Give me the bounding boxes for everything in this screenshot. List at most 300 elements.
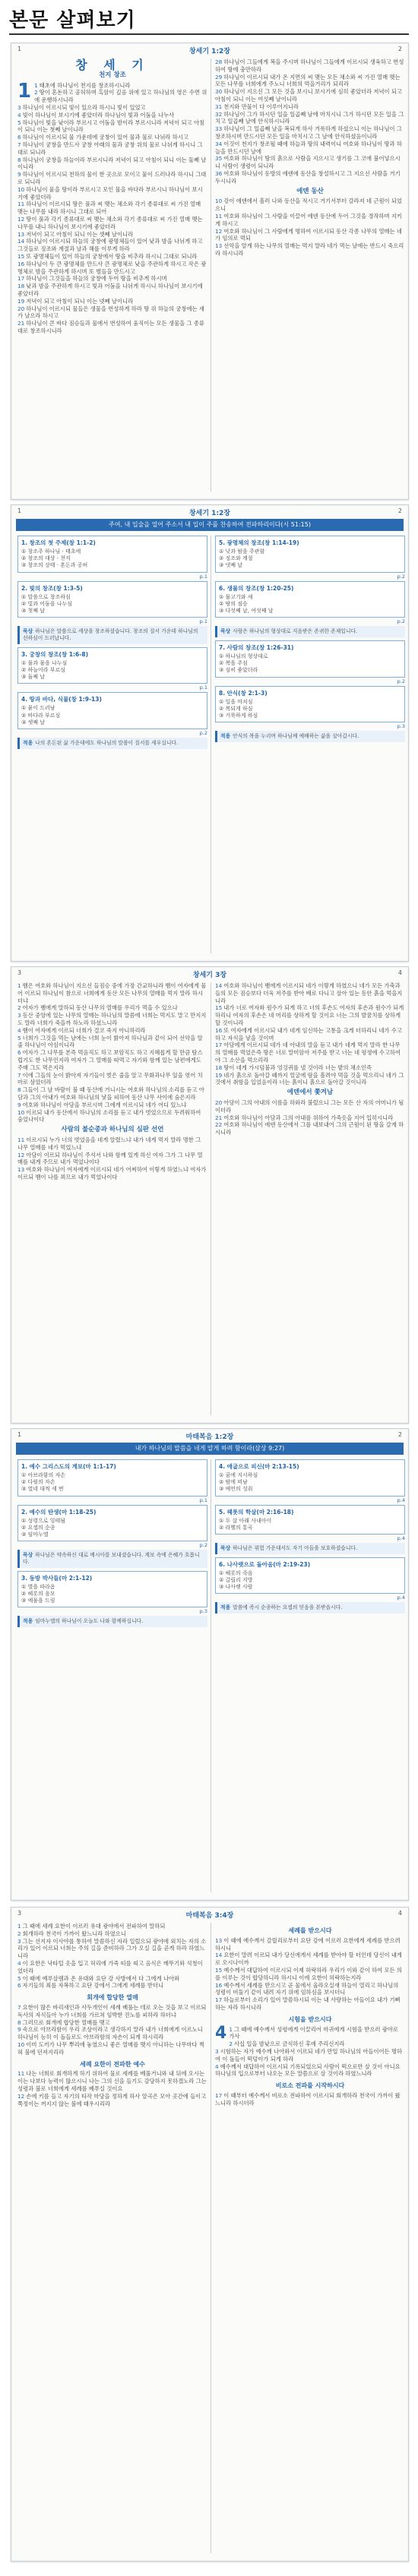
outline-line: ② 밤에 떠남 <box>219 1479 248 1486</box>
verse-text: 하나님이 그 일곱째 날을 복되게 하사 거룩하게 하셨으니 이는 하나님이 그 창조하시며 만드시던 모든 일을 마치시고 그 날에 안식하셨음이니라 <box>215 125 402 140</box>
verse-number: 9 <box>17 171 21 179</box>
verse <box>215 74 405 89</box>
verse-number: 2 <box>229 2040 233 2048</box>
verse-text: 이 요한은 낙타털 옷을 입고 허리에 가죽 띠를 띠고 음식은 메뚜기와 석청이었더라 <box>17 1959 203 1974</box>
verse-text: 그들이 그 날 바람이 불 때 동산에 거니시는 여호와 하나님의 소리를 듣고 아담과 그의 아내가 여호와 하나님의 낯을 피하여 동산 나무 사이에 숨은지라 <box>17 1086 204 1101</box>
verse-number: 6 <box>17 1049 21 1057</box>
note-text: 나의 혼돈된 삶 가운데에도 하나님의 말씀이 질서를 세우십니다. <box>35 740 179 747</box>
verse <box>215 1967 405 1982</box>
verse-number: 15 <box>215 1966 223 1974</box>
spread-header <box>13 1909 407 1920</box>
verse-number: 4 <box>17 1959 21 1967</box>
verse <box>17 216 207 231</box>
verse-text: 이르되 내가 동산에서 하나님의 소리를 듣고 내가 벗었으므로 두려워하여 숨었나이다 <box>17 1108 201 1124</box>
verse <box>17 119 207 134</box>
note-label: 묵상 <box>23 1552 33 1559</box>
verse-text: 땅이 네게 가시덤불과 엉겅퀴를 낼 것이라 너는 밭의 채소인즉 <box>223 1064 372 1071</box>
outline-box <box>215 640 405 678</box>
verse-number: 4 <box>17 1026 21 1034</box>
verse-text: 하나님이 이르시되 내가 온 지면의 씨 맺는 모든 채소와 씨 가진 열매 맺는 모든 나무를 너희에게 주노니 너희의 먹을거리가 되리라 <box>215 73 401 88</box>
verse-number: 5 <box>17 119 21 126</box>
verse-text: 요한이 많은 바리새인과 사두개인이 세례 베풀는 데로 오는 것을 보고 이르되 독사의 자식들아 누가 너희를 가르쳐 임박한 진노를 피하라 하더냐 <box>17 2003 207 2018</box>
note-label: 적용 <box>23 740 33 747</box>
note-label: 적용 <box>23 1618 33 1625</box>
outline-line: ③ 나사렛 사람 <box>219 1584 253 1591</box>
note-box <box>215 626 405 637</box>
verse <box>215 1937 405 1952</box>
note-box <box>17 626 207 644</box>
verse-text: 하나님이 그가 하시던 일을 일곱째 날에 마치시니 그가 하시던 모든 일을 그치고 일곱째 날에 안식하시니라 <box>215 110 404 125</box>
verse <box>215 2063 405 2078</box>
verse-text: 여자가 그 나무를 본즉 먹음직도 하고 보암직도 하고 지혜롭게 할 만큼 탐스럽기도 한 나무인지라 여자가 그 열매를 따먹고 자기와 함께 있는 남편에게도 주매 그도 먹은지라 <box>17 1049 203 1071</box>
note-box <box>215 731 405 742</box>
page-reference: p.1 <box>199 573 207 580</box>
outline-line: ③ 거룩하게 하심 <box>219 713 258 719</box>
verse-text: 이것이 천지가 창조될 때에 하늘과 땅의 내력이니 여호와 하나님이 땅과 하늘을 만드시던 날에 <box>215 140 402 155</box>
verse-banner: 주여, 내 입술을 열어 주소서 내 입이 주를 찬송하여 전파하리이다(시 51:15) <box>16 519 404 531</box>
left-column <box>17 1923 207 2555</box>
page-number-right: 4 <box>397 1910 402 1917</box>
verse-number: 33 <box>215 125 223 133</box>
outline-line: ① 하나님의 형상대로 <box>219 653 268 660</box>
verse-text: 하나님이 이르시되 천하의 물이 한 곳으로 모이고 뭍이 드러나라 하시니 그대로 되니라 <box>17 171 207 185</box>
verse <box>215 242 405 258</box>
note-label: 묵상 <box>220 1545 231 1552</box>
verse <box>17 238 207 253</box>
outline-box <box>17 581 207 618</box>
verse-banner: 내가 하나님의 말씀을 네게 알게 하려 함이라(삼상 9:27) <box>16 1443 404 1455</box>
running-header: 마태복음 3:4장 <box>185 1912 234 1920</box>
verse-list <box>215 982 405 1086</box>
verse <box>215 1004 405 1026</box>
spread-matthew-outline <box>11 1428 409 1901</box>
outline-line: ③ 임마누엘 <box>21 1531 49 1538</box>
outline-box <box>215 686 405 723</box>
verse-number: 11 <box>215 212 223 220</box>
page-number-left: 3 <box>17 1910 22 1917</box>
note-label: 묵상 <box>23 628 33 635</box>
verse-number: 12 <box>17 215 25 223</box>
verse-number: 8 <box>17 156 21 163</box>
section-heading: 시험을 받으시다 <box>288 2015 332 2023</box>
verse-number: 28 <box>215 58 223 65</box>
spread-matthew-text <box>11 1907 409 2562</box>
verse <box>215 125 405 141</box>
outline-line: ① 물고기와 새 <box>219 593 253 600</box>
verse <box>215 170 405 185</box>
verse-number: 1 <box>17 1923 21 1930</box>
verse-text: 여호와 하나님이 동방의 에덴에 동산을 창설하시고 그 지으신 사람을 거기 두시니라 <box>215 169 401 185</box>
outline-box <box>17 1571 207 1608</box>
verse-number: 3 <box>17 103 21 111</box>
verse <box>17 186 207 201</box>
verse-number: 4 <box>17 111 21 119</box>
verse-number: 1 <box>229 2025 233 2033</box>
verse <box>17 231 207 239</box>
verse-text: 땅이 혼돈하고 공허하며 흑암이 깊음 위에 있고 하나님의 영은 수면 위에 운행하시니라 <box>34 89 207 104</box>
verse <box>215 2023 405 2043</box>
verse <box>17 1035 207 1050</box>
verse-text: 여호와 하나님이 아담을 부르시며 그에게 이르시되 네가 어디 있느냐 <box>22 1101 187 1108</box>
verse-number: 17 <box>17 275 25 283</box>
verse <box>17 1086 207 1102</box>
spread-genesis3-text <box>11 966 409 1424</box>
verse <box>17 1152 207 1167</box>
outline-line: ② 헤롯의 음모 <box>21 1591 55 1598</box>
verse <box>215 1121 405 1136</box>
page-reference: p.2 <box>397 573 405 580</box>
verse <box>17 2093 207 2108</box>
verse-number: 15 <box>215 1004 223 1012</box>
outline-line: ② 징조와 계절 <box>219 555 253 562</box>
verse <box>17 298 207 305</box>
verse <box>215 1982 405 1997</box>
outline-box <box>215 536 405 573</box>
verse-number: 16 <box>215 1026 223 1034</box>
verse-text: 그 때에 세례 요한이 이르러 유대 광야에서 전파하여 말하되 <box>22 1923 166 1930</box>
verse-number: 15 <box>17 252 25 260</box>
verse <box>215 1041 405 1064</box>
verse-list <box>17 79 207 335</box>
verse <box>17 320 207 335</box>
right-column <box>215 982 405 1417</box>
verse <box>17 2026 207 2041</box>
verse <box>215 1996 405 2012</box>
verse-number: 13 <box>215 242 223 250</box>
verse-number: 21 <box>17 320 25 327</box>
verse <box>17 982 207 1004</box>
verse-number: 22 <box>215 1121 223 1129</box>
note-box <box>215 1543 405 1554</box>
verse-text: 여호와 하나님이 땅의 흙으로 사람을 지으시고 생기를 그 코에 불어넣으시니 사람이 생령이 되니라 <box>215 155 401 170</box>
verse-number: 10 <box>17 185 25 193</box>
verse-text: 하나님이 궁창을 만드사 궁창 아래의 물과 궁창 위의 물로 나뉘게 하시니 그대로 되니라 <box>17 141 203 156</box>
verse-number: 17 <box>215 1041 223 1049</box>
outline-line: ③ 넷째 날 <box>219 562 243 569</box>
verse-text: 여호와 하나님이 여자에게 이르시되 네가 어찌하여 이렇게 하였느냐 여자가 이르되 뱀이 나를 꾀므로 내가 먹었나이다 <box>17 1166 207 1181</box>
verse-text: 회개하라 천국이 가까이 왔느니라 하였으니 <box>22 1930 126 1937</box>
verse-text: 너희가 그것을 먹는 날에는 너희 눈이 밝아져 하나님과 같이 되어 선악을 알 줄 하나님이 아심이니라 <box>17 1034 203 1049</box>
verse-number: 29 <box>215 73 223 81</box>
verse-list <box>215 198 405 257</box>
outline-line: ② 바다라 부르심 <box>21 712 61 719</box>
verse <box>215 58 405 74</box>
verse <box>215 2048 405 2063</box>
verse <box>215 2092 405 2107</box>
verse <box>215 213 405 228</box>
outline-line: ① 뭍이 드러남 <box>21 705 55 712</box>
verse-text: 하나님이 이르시되 하늘의 궁창에 광명체들이 있어 낮과 밤을 나뉘게 하고 그것들로 징조와 계절과 날과 해를 이루게 하라 <box>17 238 203 253</box>
verse-number: 21 <box>215 1114 223 1121</box>
verse-text: 아담이 이르되 하나님이 주셔서 나와 함께 있게 하신 여자 그가 그 나무 열매를 내게 주므로 내가 먹었나이다 <box>17 1151 203 1166</box>
note-text: 말씀에 즉시 순종하는 요셉의 믿음을 본받읍시다. <box>233 1604 343 1611</box>
verse <box>17 305 207 321</box>
verse <box>17 1102 207 1109</box>
verse <box>17 283 207 298</box>
verse-text: 이 때에 예루살렘과 온 유대와 요단 강 사방에서 다 그에게 나아와 <box>22 1974 180 1982</box>
verse-number: 1 <box>17 982 21 989</box>
verse <box>17 201 207 216</box>
verse-number: 7 <box>17 1071 21 1079</box>
verse-text: 예수께서 세례를 받으시고 곧 물에서 올라오실새 하늘이 열리고 하나님의 성령이 비둘기 같이 내려 자기 위에 임하심을 보시더니 <box>215 1981 399 1996</box>
outline-box <box>17 1459 207 1497</box>
verse-number: 10 <box>17 1108 25 1116</box>
note-box <box>17 738 207 749</box>
outline-line: ② 복을 주심 <box>219 660 248 667</box>
verse <box>215 1072 405 1087</box>
page-reference: p.3 <box>397 723 405 730</box>
verse-text: 손에 키를 들고 자기의 타작 마당을 정하게 하사 알곡은 모아 곳간에 들이고 쭉정이는 꺼지지 않는 불에 태우시리라 <box>17 2092 207 2107</box>
verse-number: 1 <box>34 81 38 89</box>
verse <box>17 261 207 276</box>
verse-number: 16 <box>215 1981 223 1989</box>
verse-number: 11 <box>17 201 25 208</box>
verse-number: 14 <box>215 982 223 989</box>
page-reference: p.1 <box>199 618 207 625</box>
verse-text: 하나님이 이르시되 물 가운데에 궁창이 있어 물과 물로 나뉘라 하시고 <box>22 134 188 141</box>
outline-line: ① 창조주 하나님 · 태초에 <box>21 548 81 555</box>
verse-number: 2 <box>17 1004 21 1012</box>
outline-box-title: 7. 사람의 창조(창 1:26-31) <box>219 644 294 652</box>
outline-line: ② 하늘이라 부르심 <box>21 667 66 674</box>
verse-number: 3 <box>17 1937 21 1945</box>
section-heading: 사람의 불순종과 하나님의 심판 선언 <box>61 1126 164 1134</box>
verse <box>17 1072 207 1087</box>
verse-number: 13 <box>215 1936 223 1944</box>
verse <box>17 89 207 104</box>
outline-line: ① 말씀으로 창조하심 <box>21 593 71 600</box>
outline-line: ③ 열네 대씩 세 번 <box>21 1486 64 1493</box>
verse-text: 또 광명체들이 있어 하늘의 궁창에서 땅을 비추라 하시니 그대로 되니라 <box>26 252 198 260</box>
verse-text: 하늘로부터 소리가 있어 말씀하시되 이는 내 사랑하는 아들이요 내가 기뻐하는 자라 하시니라 <box>215 1996 401 2011</box>
page-number-right: 2 <box>397 507 402 514</box>
verse <box>17 1136 207 1152</box>
outline-line: ① 헤롯의 죽음 <box>219 1569 253 1576</box>
verse-number: 17 <box>215 2091 223 2099</box>
outline-line: ① 물과 물을 나누심 <box>21 659 68 666</box>
outline-box-title: 4. 애굽으로 피신(마 2:13-15) <box>219 1463 299 1470</box>
verse-list <box>215 58 405 185</box>
section-heading: 천지 창조 <box>99 71 126 79</box>
page-reference: p.2 <box>397 618 405 625</box>
outline-box-title: 5. 헤롯의 학살(마 2:16-18) <box>219 1508 294 1516</box>
verse <box>17 112 207 119</box>
verse <box>17 1982 207 1990</box>
page-reference: p.1 <box>199 684 207 691</box>
verse <box>17 82 207 90</box>
verse-text: 여자가 뱀에게 말하되 동산 나무의 열매를 우리가 먹을 수 있으나 <box>22 1004 178 1012</box>
verse-list <box>17 1923 207 1990</box>
note-box <box>215 1602 405 1614</box>
verse-text: 속으로 아브라함이 우리 조상이라고 생각하지 말라 내가 너희에게 이르노니 하나님이 능히 이 돌들로도 아브라함의 자손이 되게 하시리라 <box>17 2026 203 2041</box>
verse-number: 31 <box>215 103 223 110</box>
running-header: 마태복음 1:2장 <box>185 1433 234 1441</box>
verse-number: 11 <box>17 2070 25 2078</box>
verse-number: 20 <box>17 305 25 312</box>
verse-number: 36 <box>215 169 223 177</box>
verse <box>17 1004 207 1012</box>
verse-list <box>17 2004 207 2056</box>
verse-text: 하나님이 이르시되 물들은 생물을 번성하게 하라 땅 위 하늘의 궁창에는 새가 날으라 하시고 <box>17 305 204 320</box>
page-reference: p.3 <box>199 1608 207 1615</box>
verse <box>17 1049 207 1071</box>
outline-line: ② 땅의 짐승 <box>219 600 248 607</box>
verse-text: 그 때에 예수께서 성령에게 이끌리어 마귀에게 시험을 받으러 광야로 가사 <box>229 2025 398 2040</box>
verse-text: 하나님이 그것들을 하늘의 궁창에 두어 땅을 비추게 하시며 <box>26 275 167 283</box>
verse <box>17 1923 207 1930</box>
outline-box-title: 4. 땅과 바다, 식물(창 1:9-13) <box>21 696 102 703</box>
right-column <box>215 1923 405 2555</box>
section-heading: 비로소 전파를 시작하시다 <box>275 2082 345 2090</box>
outline-line: ② 창조의 대상 · 천지 <box>21 555 71 562</box>
outline-box <box>215 581 405 618</box>
outline-box <box>215 1505 405 1535</box>
page-reference: p.2 <box>397 678 405 684</box>
verse-number: 10 <box>215 198 223 205</box>
outline-line: ① 두 살 아래 사내아이 <box>219 1517 272 1524</box>
outline-box-title: 3. 궁창의 창조(창 1:6-8) <box>21 650 88 658</box>
section-heading: 회개에 합당한 열매 <box>87 1994 138 2002</box>
page-number-right: 2 <box>397 1431 402 1438</box>
section-heading: 에덴 동산 <box>296 187 324 195</box>
verse-text: 천지와 만물이 다 이루어지니라 <box>223 103 299 110</box>
outline-line: ② 다윗의 자손 <box>21 1479 55 1486</box>
verse-text: 낮과 밤을 주관하게 하시고 빛과 어둠을 나뉘게 하시니 하나님이 보시기에 좋았더라 <box>17 283 203 297</box>
verse-text: 여호와 하나님이 뱀에게 이르시되 네가 이렇게 하였으니 네가 모든 가축과 들의 모든 짐승보다 더욱 저주를 받아 배로 다니고 살아 있는 동안 흙을 먹을지니라 <box>215 982 403 1004</box>
verse-number: 6 <box>17 134 21 141</box>
verse <box>17 1027 207 1035</box>
verse <box>215 2040 405 2048</box>
spread-genesis-outline <box>11 504 409 962</box>
chapter-number: 1 <box>17 79 32 103</box>
note-text: 사람은 하나님의 형상대로 지음받은 존귀한 존재입니다. <box>233 628 358 635</box>
verse <box>215 198 405 213</box>
verse-text: 하나님이 빛을 낮이라 부르시고 어둠을 밤이라 부르시니라 저녁이 되고 아침이 되니 이는 첫째 날이니라 <box>17 119 205 134</box>
verse-text: 아담이 그의 아내의 이름을 하와라 불렀으니 그는 모든 산 자의 어머니가 됨이더라 <box>215 1098 404 1114</box>
outline-line: ③ 셋째 날 <box>21 719 46 725</box>
verse-text: 이르시되 누가 너의 벗었음을 네게 알렸느냐 내가 네게 먹지 말라 명한 그 나무 열매를 네가 먹었느냐 <box>17 1136 201 1151</box>
verse-text: 시험하는 자가 예수께 나아와서 이르되 네가 만일 하나님의 아들이어든 명하여 이 돌들이 떡덩이가 되게 하라 <box>215 2047 403 2062</box>
outline-box <box>17 692 207 729</box>
verse-text: 땅이 풀과 각기 종류대로 씨 맺는 채소와 각기 종류대로 씨 가진 열매 맺는 나무를 내니 하나님이 보시기에 좋았더라 <box>17 215 203 230</box>
verse <box>17 1012 207 1027</box>
verse <box>17 1930 207 1938</box>
verse-list <box>215 2092 405 2107</box>
note-text: 안식의 복을 누리며 하나님께 예배하는 삶을 살아갑시다. <box>233 733 359 740</box>
page-number-left: 1 <box>17 507 22 514</box>
verse-number: 7 <box>17 141 21 148</box>
verse <box>17 2019 207 2027</box>
verse-text: 그러므로 회개에 합당한 열매를 맺고 <box>22 2018 110 2026</box>
outline-box-title: 1. 창조의 첫 주제(창 1:1-2) <box>21 539 96 546</box>
verse-number: 8 <box>17 2018 21 2026</box>
outline-box-title: 5. 광명체의 창조(창 1:14-19) <box>219 539 299 546</box>
outline-line: ① 낮과 밤을 주관함 <box>219 548 265 555</box>
outline-box-title: 6. 생물의 창조(창 1:20-25) <box>219 584 294 592</box>
page-number-left: 1 <box>17 1431 22 1438</box>
verse-text: 하나님이 이르시되 빛이 있으라 하시니 빛이 있었고 <box>22 103 146 111</box>
verse-text: 선악을 알게 하는 나무의 열매는 먹지 말라 네가 먹는 날에는 반드시 죽으리라 하시니라 <box>215 242 404 257</box>
verse-text: 이에 그들의 눈이 밝아져 자기들이 벗은 줄을 알고 무화과나무 잎을 엮어 치마로 삼았더라 <box>17 1071 203 1086</box>
outline-line: ② 요셉의 순종 <box>21 1524 55 1531</box>
outline-line: ① 아브라함의 자손 <box>21 1472 66 1478</box>
verse-text: 하나님이 그들에게 복을 주시며 하나님이 그들에게 이르시되 생육하고 번성하여 땅에 충만하라 <box>215 58 404 73</box>
page-reference: p.1 <box>199 1497 207 1503</box>
verse-text: 여호와 하나님이 에덴 동산에서 그를 내보내어 그의 근원이 된 땅을 갈게 하시니라 <box>215 1121 404 1136</box>
verse <box>17 104 207 112</box>
verse-text: 내가 너로 여자와 원수가 되게 하고 너의 후손도 여자의 후손과 원수가 되게 하리니 여자의 후손은 네 머리를 상하게 할 것이요 너는 그의 발꿈치를 상하게 할 것이니라 <box>215 1004 404 1026</box>
verse-number: 18 <box>215 1064 223 1071</box>
outline-line: ③ 심히 좋았더라 <box>219 667 258 674</box>
verse <box>215 155 405 170</box>
outline-box-title: 8. 안식(창 2:1-3) <box>219 689 268 697</box>
verse-number: 17 <box>215 1996 223 2004</box>
verse <box>215 228 405 243</box>
verse <box>215 103 405 111</box>
outline-box <box>17 536 207 573</box>
outline-line: ③ 예언의 성취 <box>219 1486 253 1493</box>
outline-line: ② 라헬의 통곡 <box>219 1524 253 1531</box>
verse-list <box>17 982 207 1124</box>
verse-text: 나는 너희로 회개하게 하기 위하여 물로 세례를 베풀거니와 내 뒤에 오시는 이는 나보다 능력이 많으시니 나는 그의 신을 들기도 감당하지 못하겠노라 그는 성령과 불로 너희에게 세례를 베푸실 것이요 <box>17 2070 207 2092</box>
section-heading: 세례를 받으시다 <box>288 1927 332 1934</box>
right-outline-column <box>215 1459 405 1894</box>
verse-number: 34 <box>215 140 223 147</box>
verse-number: 12 <box>17 2092 25 2100</box>
outline-box <box>215 1557 405 1595</box>
page-number-left: 3 <box>17 969 22 976</box>
verse-number: 7 <box>17 2003 21 2011</box>
spread-header <box>13 1430 407 1441</box>
verse-text: 네가 흙으로 돌아갈 때까지 얼굴에 땀을 흘려야 먹을 것을 먹으리니 네가 그것에서 취함을 입었음이라 너는 흙이니 흙으로 돌아갈 것이니라 <box>215 1071 404 1086</box>
outline-box <box>17 1505 207 1542</box>
left-outline-column <box>17 536 207 955</box>
verse <box>17 156 207 172</box>
outline-line: ② 갈릴리 지방 <box>219 1577 253 1584</box>
verse-list <box>215 1099 405 1136</box>
outline-box-title: 6. 나사렛으로 돌아옴(마 2:19-23) <box>219 1560 311 1568</box>
verse-text: 빛이 하나님이 보시기에 좋았더라 하나님이 빛과 어둠을 나누사 <box>22 111 175 119</box>
verse-number: 10 <box>17 2040 25 2048</box>
verse-text: 하나님이 두 큰 광명체를 만드사 큰 광명체로 낮을 주관하게 하시고 작은 광명체로 밤을 주관하게 하시며 또 별들을 만드시고 <box>17 260 207 275</box>
verse-number: 14 <box>17 238 25 245</box>
verse <box>215 1952 405 1967</box>
verse <box>17 2041 207 2056</box>
page-number-left: 1 <box>17 46 22 52</box>
verse <box>17 253 207 261</box>
outline-line: ③ 첫째 날 <box>21 608 46 615</box>
verse-text: 이 때에 예수께서 갈릴리로부터 요단 강에 이르러 요한에게 세례를 받으려 하시니 <box>215 1936 401 1952</box>
verse <box>215 1114 405 1122</box>
verse-text: 강이 에덴에서 흘러 나와 동산을 적시고 거기서부터 갈라져 네 근원이 되었으니 <box>215 198 402 213</box>
outline-line: ① 별을 따라옴 <box>21 1583 55 1590</box>
verse <box>17 1975 207 1983</box>
verse-text: 저녁이 되고 아침이 되니 이는 넷째 날이니라 <box>26 297 134 305</box>
book-title: 창 세 기 <box>75 58 150 72</box>
note-box <box>17 1616 207 1627</box>
verse-number: 35 <box>215 155 223 163</box>
verse-text: 여호와 하나님이 그 사람에게 명하여 이르시되 동산 각종 나무의 열매는 네가 임의로 먹되 <box>215 227 402 242</box>
outline-line: ② 복되게 하심 <box>219 705 253 712</box>
page-reference: p.2 <box>199 1542 207 1549</box>
verse-list <box>17 2070 207 2107</box>
verse-number: 16 <box>17 260 25 267</box>
verse-text: 사십 일을 밤낮으로 금식하신 후에 주리신지라 <box>233 2040 345 2048</box>
verse <box>215 1064 405 1072</box>
verse <box>17 275 207 283</box>
spread-header <box>13 45 407 55</box>
page-reference: p.4 <box>397 1535 405 1542</box>
